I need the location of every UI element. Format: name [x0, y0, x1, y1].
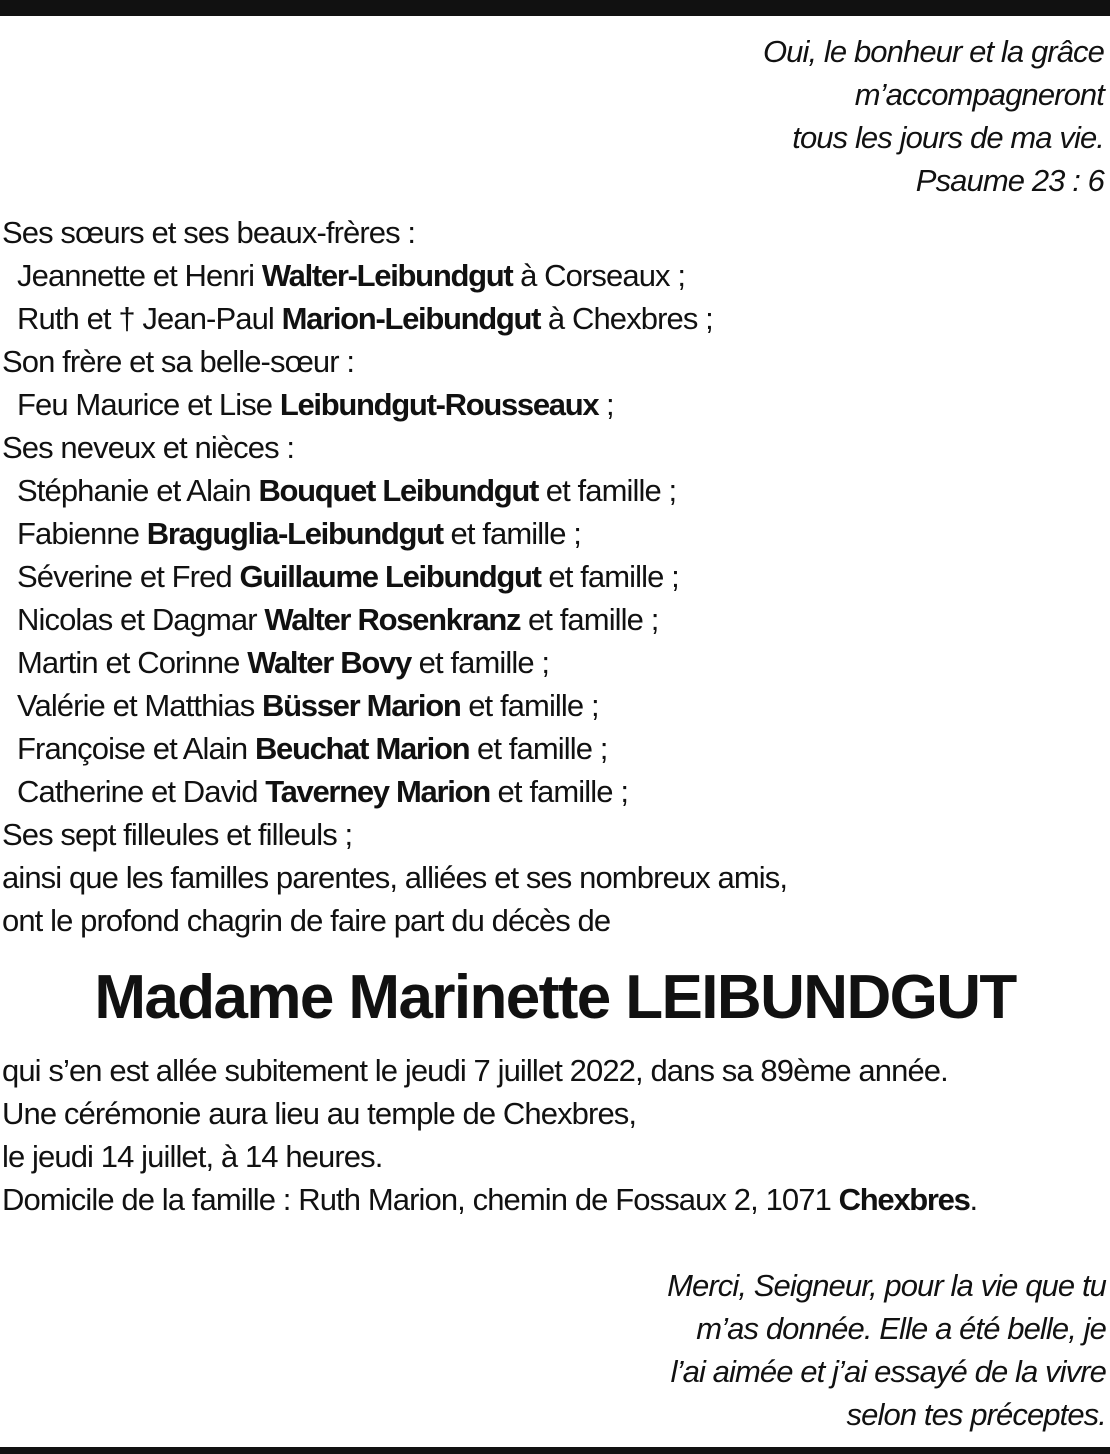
domicile-period: .: [969, 1182, 978, 1217]
given-names: Fabienne: [17, 516, 147, 551]
epigraph-line: selon tes préceptes.: [846, 1397, 1106, 1432]
family-member: [2, 383, 1102, 426]
epigraph-line: m’as donnée. Elle a été belle, je: [696, 1311, 1106, 1346]
member-suffix: et famille ;: [460, 688, 599, 723]
family-member: [2, 512, 1102, 555]
given-names: Séverine et Fred: [17, 559, 240, 594]
surname: Walter Rosenkranz: [264, 602, 521, 637]
member-suffix: et famille ;: [489, 774, 629, 809]
ceremony-line: Une cérémonie aura lieu au temple de Chexbres,: [2, 1096, 637, 1131]
announcement-line: ont le profond chagrin de faire part du décès de: [2, 903, 611, 938]
surname: Guillaume Leibundgut: [239, 559, 541, 594]
passing-line: qui s’en est allée subitement le jeudi 7 juillet 2022, dans sa 89ème année.: [2, 1053, 948, 1088]
surname: Büsser Marion: [262, 688, 461, 723]
relatives-line: ainsi que les familles parentes, alliées et ses nombreux amis,: [2, 860, 788, 895]
ceremony-time-line: le jeudi 14 juillet, à 14 heures.: [2, 1139, 383, 1174]
family-member: [2, 598, 1102, 641]
deceased-name: Madame Marinette LEIBUNDGUT: [94, 963, 1016, 1032]
epigraph-psalm: [763, 30, 1104, 202]
epigraph-line: Oui, le bonheur et la grâce: [762, 34, 1104, 69]
given-names: Stéphanie et Alain: [17, 473, 259, 508]
member-suffix: et famille ;: [538, 473, 677, 508]
epigraph-line: Merci, Seigneur, pour la vie que tu: [667, 1268, 1106, 1303]
member-suffix: ;: [598, 387, 614, 422]
family-list: [2, 211, 1102, 942]
surname: Walter-Leibundgut: [261, 258, 513, 293]
brother-heading: Son frère et sa belle-sœur :: [2, 344, 355, 379]
epigraph-prayer: [667, 1264, 1106, 1436]
surname: Walter Bovy: [247, 645, 411, 680]
family-member: [2, 727, 1102, 770]
epigraph-line: m’accompagneront: [854, 77, 1104, 112]
given-names: Ruth et † Jean-Paul: [17, 301, 282, 336]
godchildren-line: Ses sept filleules et filleuls ;: [2, 817, 353, 852]
surname: Braguglia-Leibundgut: [146, 516, 443, 551]
member-suffix: à Corseaux ;: [512, 258, 686, 293]
given-names: Martin et Corinne: [17, 645, 248, 680]
family-member: [2, 469, 1102, 512]
service-details: [2, 1049, 1102, 1221]
given-names: Françoise et Alain: [17, 731, 255, 766]
nephews-heading: Ses neveux et nièces :: [2, 430, 295, 465]
domicile-line: [2, 1178, 1102, 1221]
surname: Leibundgut-Rousseaux: [279, 387, 599, 422]
domicile-address: Domicile de la famille : Ruth Marion, chemin de Fossaux 2, 1071: [2, 1182, 839, 1217]
given-names: Valérie et Matthias: [17, 688, 263, 723]
domicile-city: Chexbres: [838, 1182, 970, 1217]
epigraph-line: l’ai aimée et j’ai essayé de la vivre: [670, 1354, 1106, 1389]
given-names: Nicolas et Dagmar: [17, 602, 265, 637]
surname: Marion-Leibundgut: [281, 301, 541, 336]
top-rule: [0, 0, 1110, 16]
surname: Taverney Marion: [265, 774, 490, 809]
family-member: [2, 297, 1102, 340]
surname: Beuchat Marion: [254, 731, 470, 766]
member-suffix: et famille ;: [469, 731, 608, 766]
family-member: [2, 684, 1102, 727]
epigraph-reference: Psaume 23 : 6: [915, 163, 1104, 198]
family-member: [2, 254, 1102, 297]
given-names: Catherine et David: [17, 774, 266, 809]
bottom-rule: [0, 1447, 1110, 1454]
member-suffix: et famille ;: [442, 516, 581, 551]
sisters-heading: Ses sœurs et ses beaux-frères :: [2, 215, 416, 250]
surname: Bouquet Leibundgut: [258, 473, 539, 508]
given-names: Jeannette et Henri: [17, 258, 262, 293]
member-suffix: et famille ;: [520, 602, 659, 637]
member-suffix: et famille ;: [540, 559, 679, 594]
epigraph-line: tous les jours de ma vie.: [792, 120, 1104, 155]
given-names: Feu Maurice et Lise: [17, 387, 280, 422]
family-member: [2, 770, 1102, 813]
family-member: [2, 641, 1102, 684]
family-member: [2, 555, 1102, 598]
member-suffix: à Chexbres ;: [540, 301, 713, 336]
member-suffix: et famille ;: [410, 645, 550, 680]
